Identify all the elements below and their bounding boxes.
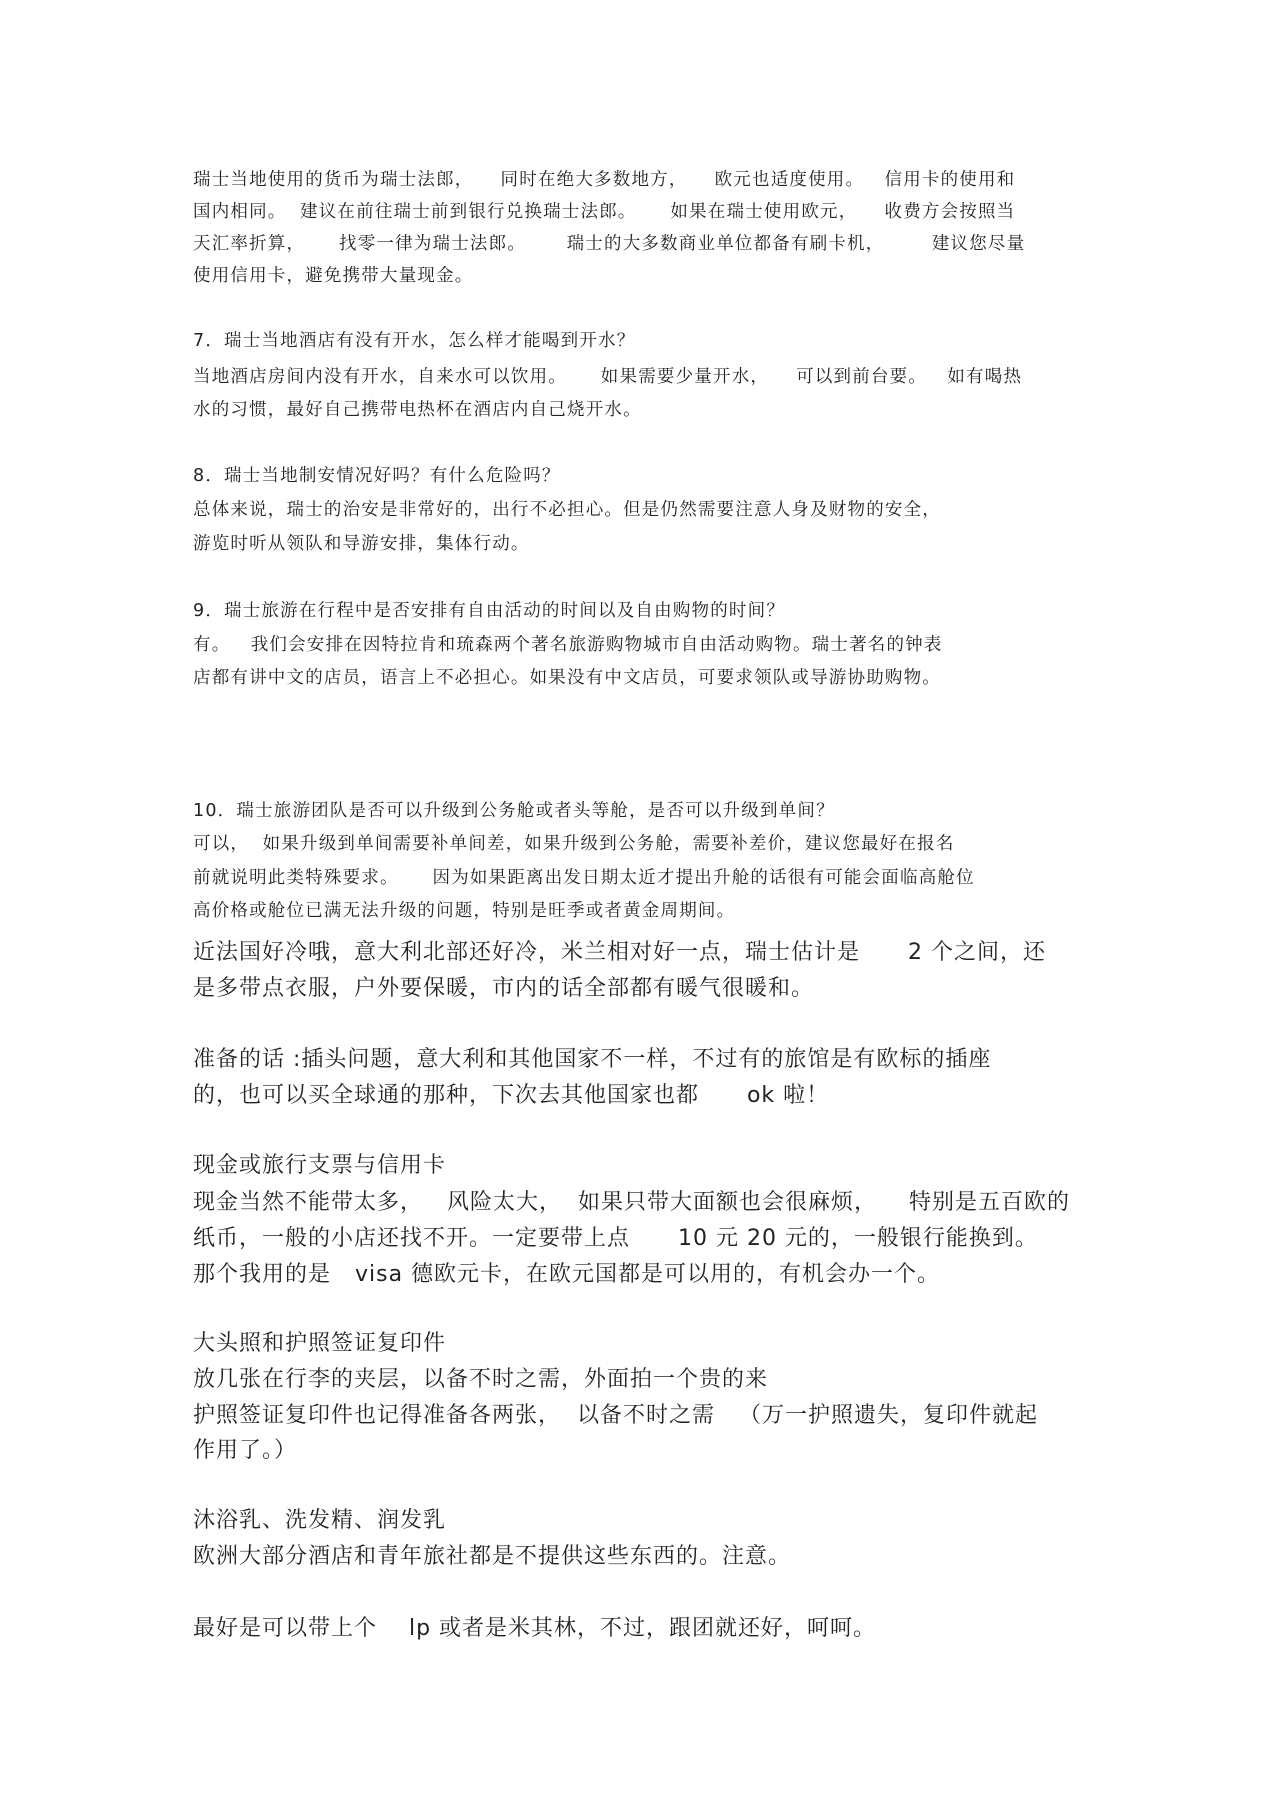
paragraph-line: 水的习惯，最好自己携带电热杯在酒店内自己烧开水。 bbox=[193, 400, 642, 420]
question-heading: 10．瑞士旅游团队是否可以升级到公务舱或者头等舱，是否可以升级到单间？ bbox=[193, 801, 835, 821]
question-heading: 9．瑞士旅游在行程中是否安排有自由活动的时间以及自由购物的时间？ bbox=[193, 601, 786, 621]
paragraph-line: 店都有讲中文的店员，语言上不必担心。如果没有中文店员，可要求领队或导游协助购物。 bbox=[193, 668, 941, 688]
paragraph-line: 高价格或舱位已满无法升级的问题，特别是旺季或者黄金周期间。 bbox=[193, 901, 736, 921]
question-heading: 8．瑞士当地制安情况好吗？有什么危险吗？ bbox=[193, 466, 561, 486]
paragraph-line: 天汇率折算， 找零一律为瑞士法郎。 瑞士的大多数商业单位都备有刷卡机， 建议您尽量 bbox=[193, 234, 1026, 254]
paragraph-line: 前就说明此类特殊要求。 因为如果距离出发日期太近才提出升舱的话很有可能会面临高舱位 bbox=[193, 868, 975, 888]
paragraph-line: 现金当然不能带太多， 风险太大， 如果只带大面额也会很麻烦， 特别是五百欧的 bbox=[193, 1190, 1070, 1215]
paragraph-line: 有。 我们会安排在因特拉肯和琉森两个著名旅游购物城市自由活动购物。瑞士著名的钟表 bbox=[193, 635, 943, 655]
paragraph-line: 最好是可以带上个 lp 或者是米其林，不过，跟团就还好，呵呵。 bbox=[193, 1616, 877, 1641]
paragraph-line: 的，也可以买全球通的那种，下次去其他国家也都 ok 啦！ bbox=[193, 1083, 830, 1108]
paragraph-line: 近法国好冷哦，意大利北部还好冷，米兰相对好一点，瑞士估计是 2 个之间，还 bbox=[193, 940, 1046, 965]
paragraph-line: 当地酒店房间内没有开水，自来水可以饮用。 如果需要少量开水， 可以到前台要。 如有喝热 bbox=[193, 367, 1023, 387]
question-heading: 7．瑞士当地酒店有没有开水，怎么样才能喝到开水？ bbox=[193, 331, 636, 351]
paragraph-line: 游览时听从领队和导游安排，集体行动。 bbox=[193, 534, 530, 554]
paragraph-line: 瑞士当地使用的货币为瑞士法郎， 同时在绝大多数地方， 欧元也适度使用。 信用卡的使用和 bbox=[193, 170, 1016, 190]
paragraph-line: 国内相同。 建议在前往瑞士前到银行兑换瑞士法郎。 如果在瑞士使用欧元， 收费方会按照当 bbox=[193, 202, 1016, 222]
paragraph-line: 总体来说，瑞士的治安是非常好的，出行不必担心。但是仍然需要注意人身及财物的安全， bbox=[193, 500, 941, 520]
section-heading: 现金或旅行支票与信用卡 bbox=[193, 1153, 447, 1178]
paragraph-line: 可以， 如果升级到单间需要补单间差，如果升级到公务舱，需要补差价，建议您最好在报名 bbox=[193, 834, 955, 854]
paragraph-line: 欧洲大部分酒店和青年旅社都是不提供这些东西的。注意。 bbox=[193, 1544, 792, 1569]
paragraph-line: 纸币，一般的小店还找不开。一定要带上点 10 元 20 元的，一般银行能换到。 bbox=[193, 1226, 1038, 1251]
paragraph-line: 准备的话 :插头问题，意大利和其他国家不一样，不过有的旅馆是有欧标的插座 bbox=[193, 1047, 992, 1072]
paragraph-line: 作用了。） bbox=[193, 1438, 298, 1463]
section-heading: 沐浴乳、洗发精、润发乳 bbox=[193, 1508, 447, 1533]
paragraph-line: 是多带点衣服，户外要保暖，市内的话全部都有暖气很暖和。 bbox=[193, 976, 815, 1001]
paragraph-line: 那个我用的是 visa 德欧元卡，在欧元国都是可以用的，有机会办一个。 bbox=[193, 1262, 941, 1287]
section-heading: 大头照和护照签证复印件 bbox=[193, 1331, 447, 1356]
paragraph-line: 护照签证复印件也记得准备各两张， 以备不时之需 （万一护照遗失，复印件就起 bbox=[193, 1403, 1038, 1428]
paragraph-line: 放几张在行李的夹层，以备不时之需，外面拍一个贵的来 bbox=[193, 1367, 769, 1392]
paragraph-line: 使用信用卡，避免携带大量现金。 bbox=[193, 266, 474, 286]
